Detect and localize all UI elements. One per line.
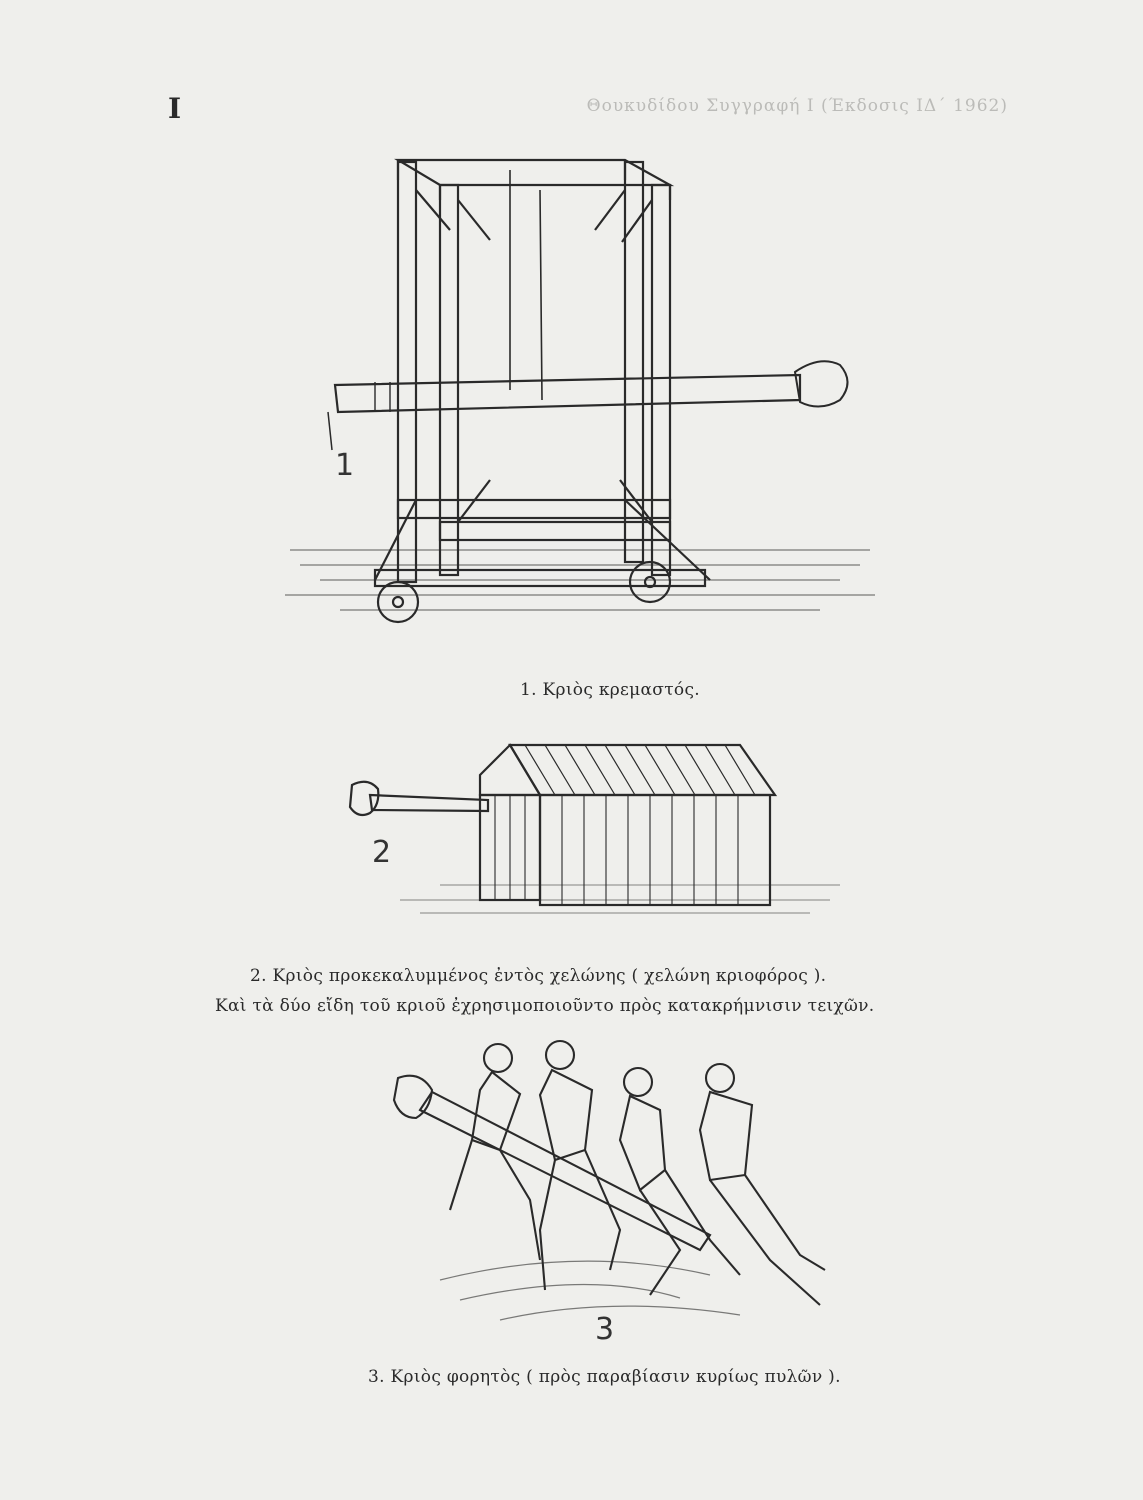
running-head: Θουκυδίδου Συγγραφή Ι (Έκδοσις ΙΔ΄ 1962) — [586, 96, 1008, 116]
figure-2-number: 2 — [372, 835, 392, 870]
figure-3-carried-ram — [380, 1030, 860, 1347]
figure-3-caption: 3. Κριὸς φορητὸς ( πρὸς παραβίασιν κυρίως πυλῶν ). — [368, 1367, 841, 1387]
figure-3-number: 3 — [595, 1312, 615, 1347]
page-number: I — [168, 92, 182, 125]
figure-1-suspended-ram — [280, 150, 880, 630]
figure-2-caption: 2. Κριὸς προκεκαλυμμένος ἐντὸς χελώνης ( χελώνη κριοφόρος ). — [250, 966, 827, 986]
figures-note: Καὶ τὰ δύο εἴδη τοῦ κριοῦ ἐχρησιμοποιοῦντο πρὸς κατακρήμνισιν τειχῶν. — [215, 996, 875, 1016]
figure-2-tortoise-ram — [330, 715, 850, 925]
figure-1-number: 1 — [335, 448, 355, 483]
page-header — [168, 82, 1008, 125]
figure-1-caption: 1. Κριὸς κρεμαστός. — [520, 680, 700, 700]
